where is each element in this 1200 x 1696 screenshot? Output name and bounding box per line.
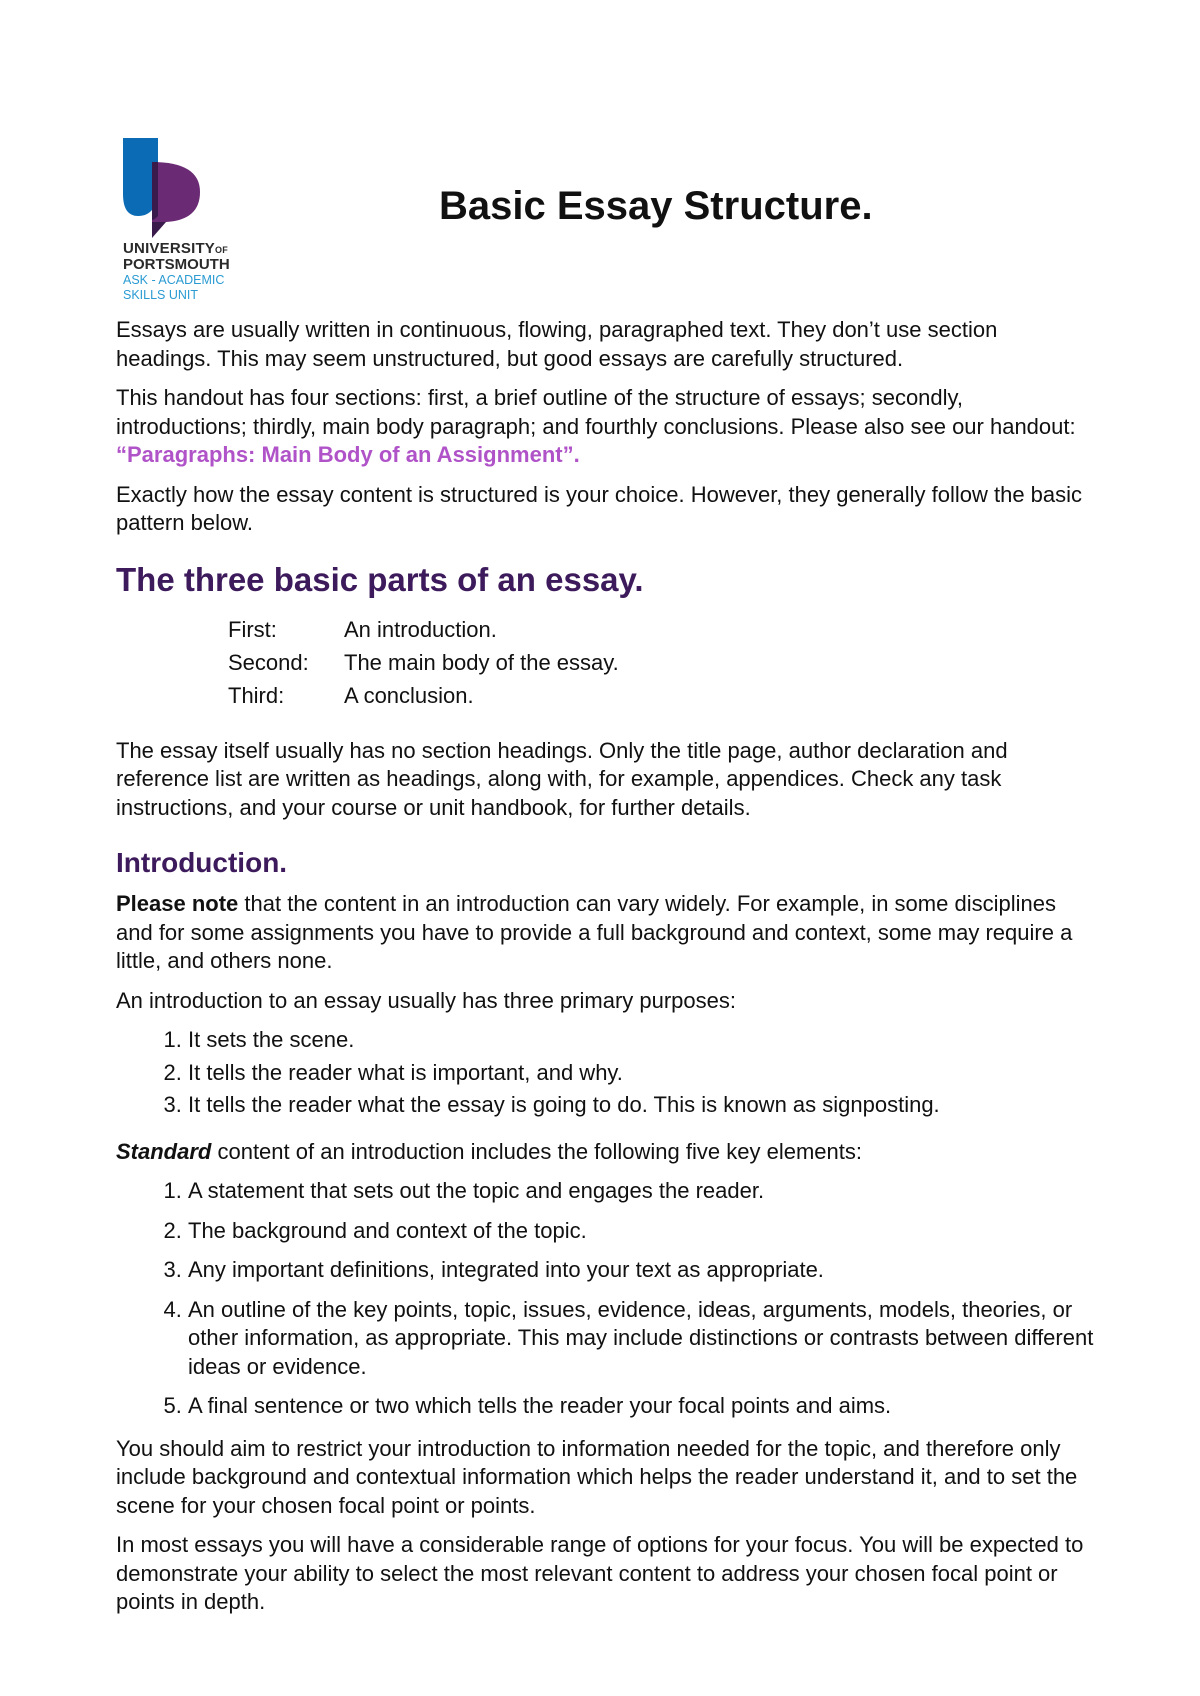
list-item: 4. An outline of the key points, topic, issues, evidence, ideas, arguments, models, theories, or other information, as appropriate. This may include distinctions or contrasts between different ideas or evidence.: [188, 1296, 1096, 1382]
intro-paragraph-1: Essays are usually written in continuous, flowing, paragraphed text. They don’t use section headings. This may seem unstructured, but good essays are carefully structured.: [116, 317, 998, 371]
list-item: 1. A statement that sets out the topic and engages the reader.: [188, 1177, 1096, 1206]
essay-part: Third: A conclusion.: [228, 682, 474, 708]
list-item: 2. The background and context of the topic.: [188, 1217, 1096, 1246]
list-item: 3. Any important definitions, integrated into your text as appropriate.: [188, 1256, 1096, 1285]
intro-paragraph-3: Exactly how the essay content is structured is your choice. However, they generally follow the basic pattern below.: [116, 481, 1083, 535]
standard-paragraph: Standard content of an introduction includes the following five key elements:: [116, 1138, 862, 1164]
list-item: 5. A final sentence or two which tells the reader your focal points and aims.: [188, 1392, 1096, 1421]
document-body: [116, 316, 1096, 1628]
headings-paragraph: The essay itself usually has no section headings. Only the title page, author declaration and reference list are written as headings, along with, for example, appendices. Check any task instructions, and your course or unit handbook, for further details.: [116, 737, 1008, 820]
list-item: 2. It tells the reader what is important, and why.: [188, 1059, 1096, 1088]
purposes-list: [116, 1026, 1096, 1120]
section-heading-introduction: Introduction.: [116, 847, 288, 878]
logo-university: UNIVERSITYOF: [123, 240, 228, 257]
purposes-intro: An introduction to an essay usually has three primary purposes:: [116, 987, 736, 1013]
logo-ask: ASK - ACADEMIC: [123, 273, 225, 287]
logo-text: [123, 241, 230, 301]
essay-part: First: An introduction.: [228, 616, 497, 642]
essay-parts-list: [228, 614, 1096, 713]
list-item: 3. It tells the reader what the essay is going to do. This is known as signposting.: [188, 1091, 1096, 1120]
section-heading-parts: The three basic parts of an essay.: [116, 560, 644, 598]
list-item: 1. It sets the scene.: [188, 1026, 1096, 1055]
logo-skills-unit: SKILLS UNIT: [123, 287, 199, 302]
note-paragraph: Please note that the content in an introduction can vary widely. For example, in some disciplines and for some assignments you have to provide a full background and context, some may require a little, and others none.: [116, 891, 1073, 973]
page-title: Basic Essay Structure.: [439, 184, 873, 228]
elements-list: [116, 1177, 1096, 1421]
handout-link[interactable]: “Paragraphs: Main Body of an Assignment”.: [116, 442, 580, 467]
intro-paragraph-2: This handout has four sections: first, a brief outline of the structure of essays; secondly, introductions; thirdly, main body paragraph; and fourthly conclusions. Please also see our handout: “Paragraphs: Main Body of an Assignment”.: [116, 385, 1076, 467]
logo-portsmouth: PORTSMOUTH: [123, 256, 230, 273]
essay-part: Second: The main body of the essay.: [228, 649, 619, 675]
closing-paragraph-1: You should aim to restrict your introduction to information needed for the topic, and therefore only include background and contextual information which helps the reader understand it, and to set the scene for your chosen focal point or points.: [116, 1435, 1078, 1518]
closing-paragraph-2: In most essays you will have a considerable range of options for your focus. You will be expected to demonstrate your ability to select the most relevant content to address your chosen focal point or points in depth.: [116, 1532, 1084, 1614]
